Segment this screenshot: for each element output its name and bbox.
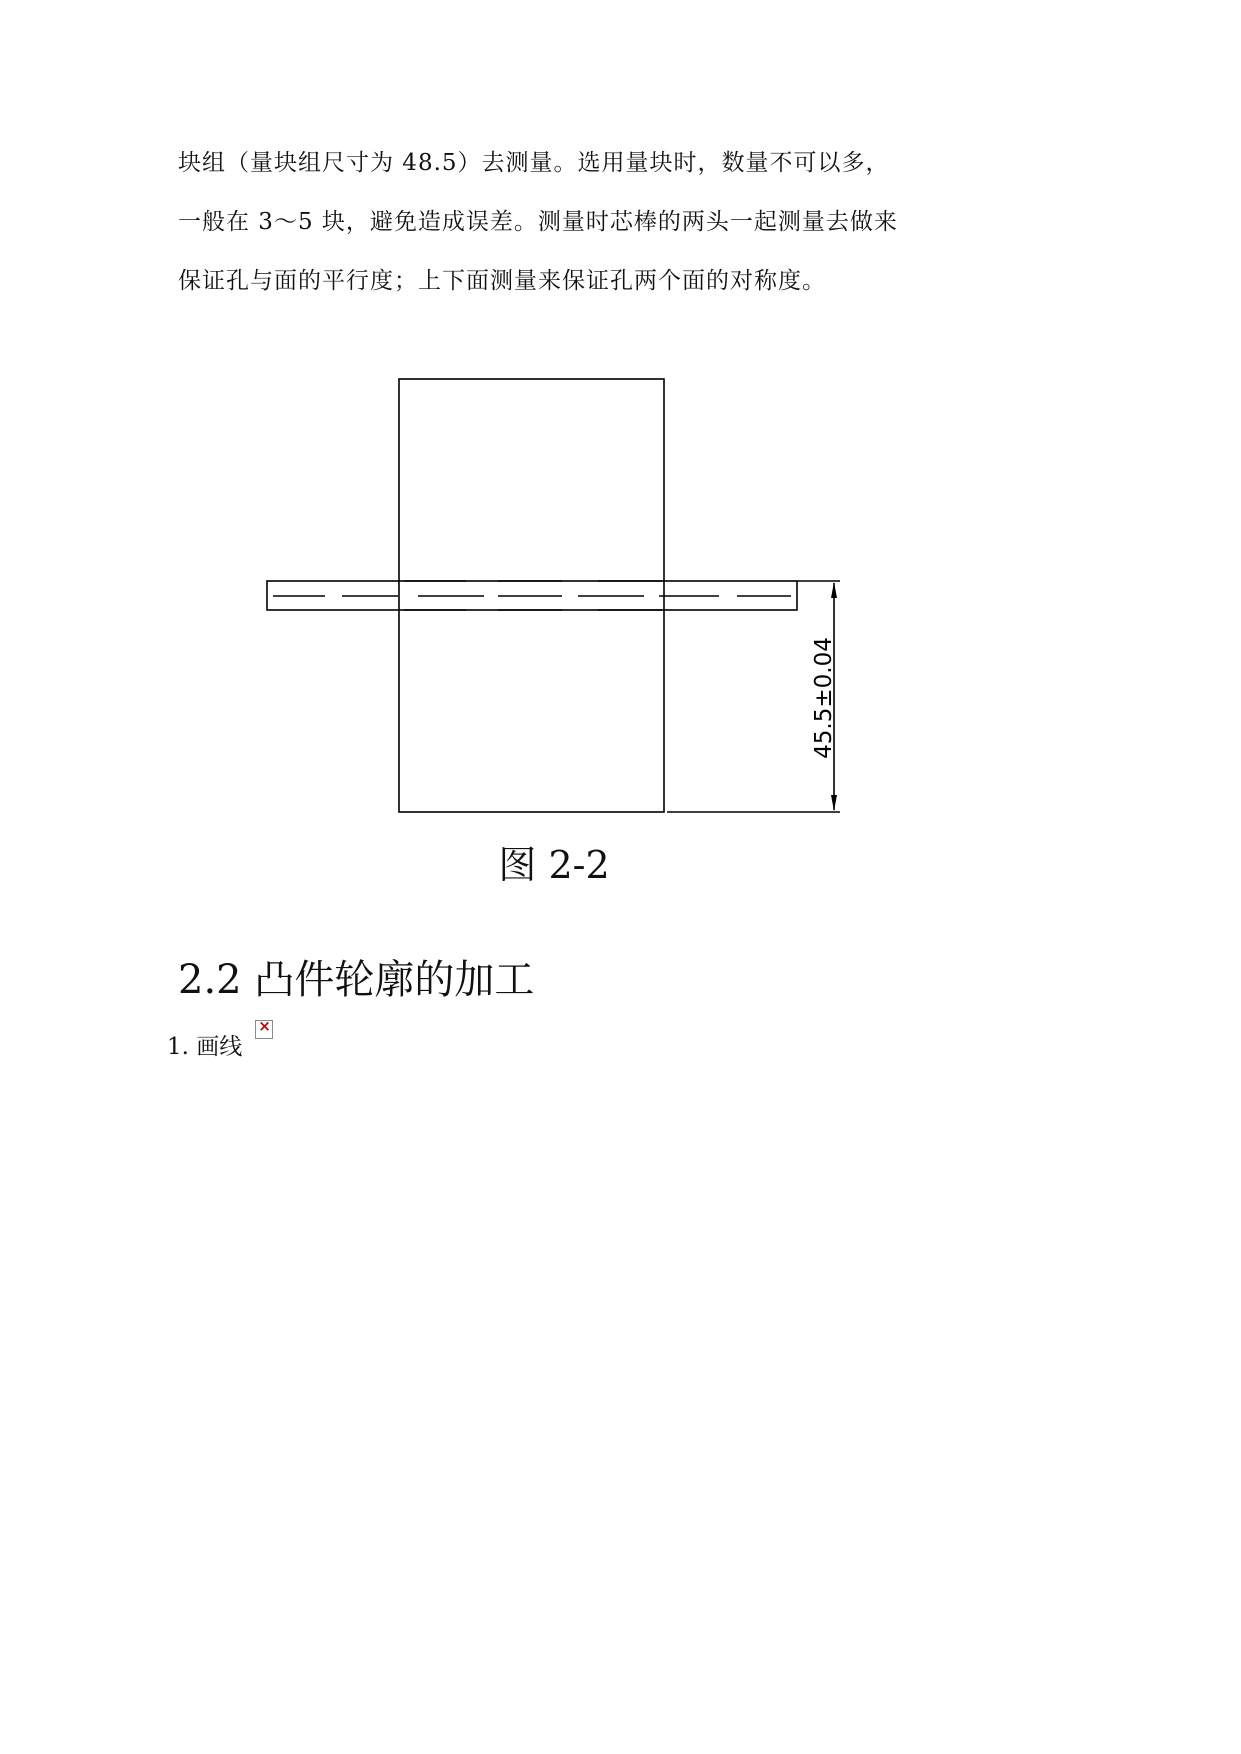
body-line-3: 保证孔与面的平行度；上下面测量来保证孔两个面的对称度。 [178,268,826,294]
figure-caption [0,834,1104,889]
arrowhead-bottom [831,795,837,811]
list-item-label: 1. 画线 [167,1034,243,1060]
dimension-label: 45.5±0.04 [811,637,837,759]
list-item [167,1028,273,1061]
arrowhead-top [831,582,837,598]
body-line-2: 一般在 3～5 块，避免造成误差。测量时芯棒的两头一起测量去做来 [178,209,898,235]
broken-image-icon [255,1020,273,1039]
figure-caption-text: 图 2-2 [498,843,610,887]
body-line-1: 块组（量块组尺寸为 48.5）去测量。选用量块时，数量不可以多， [178,150,890,176]
section-heading: 2.2 凸件轮廓的加工 [178,957,535,1003]
